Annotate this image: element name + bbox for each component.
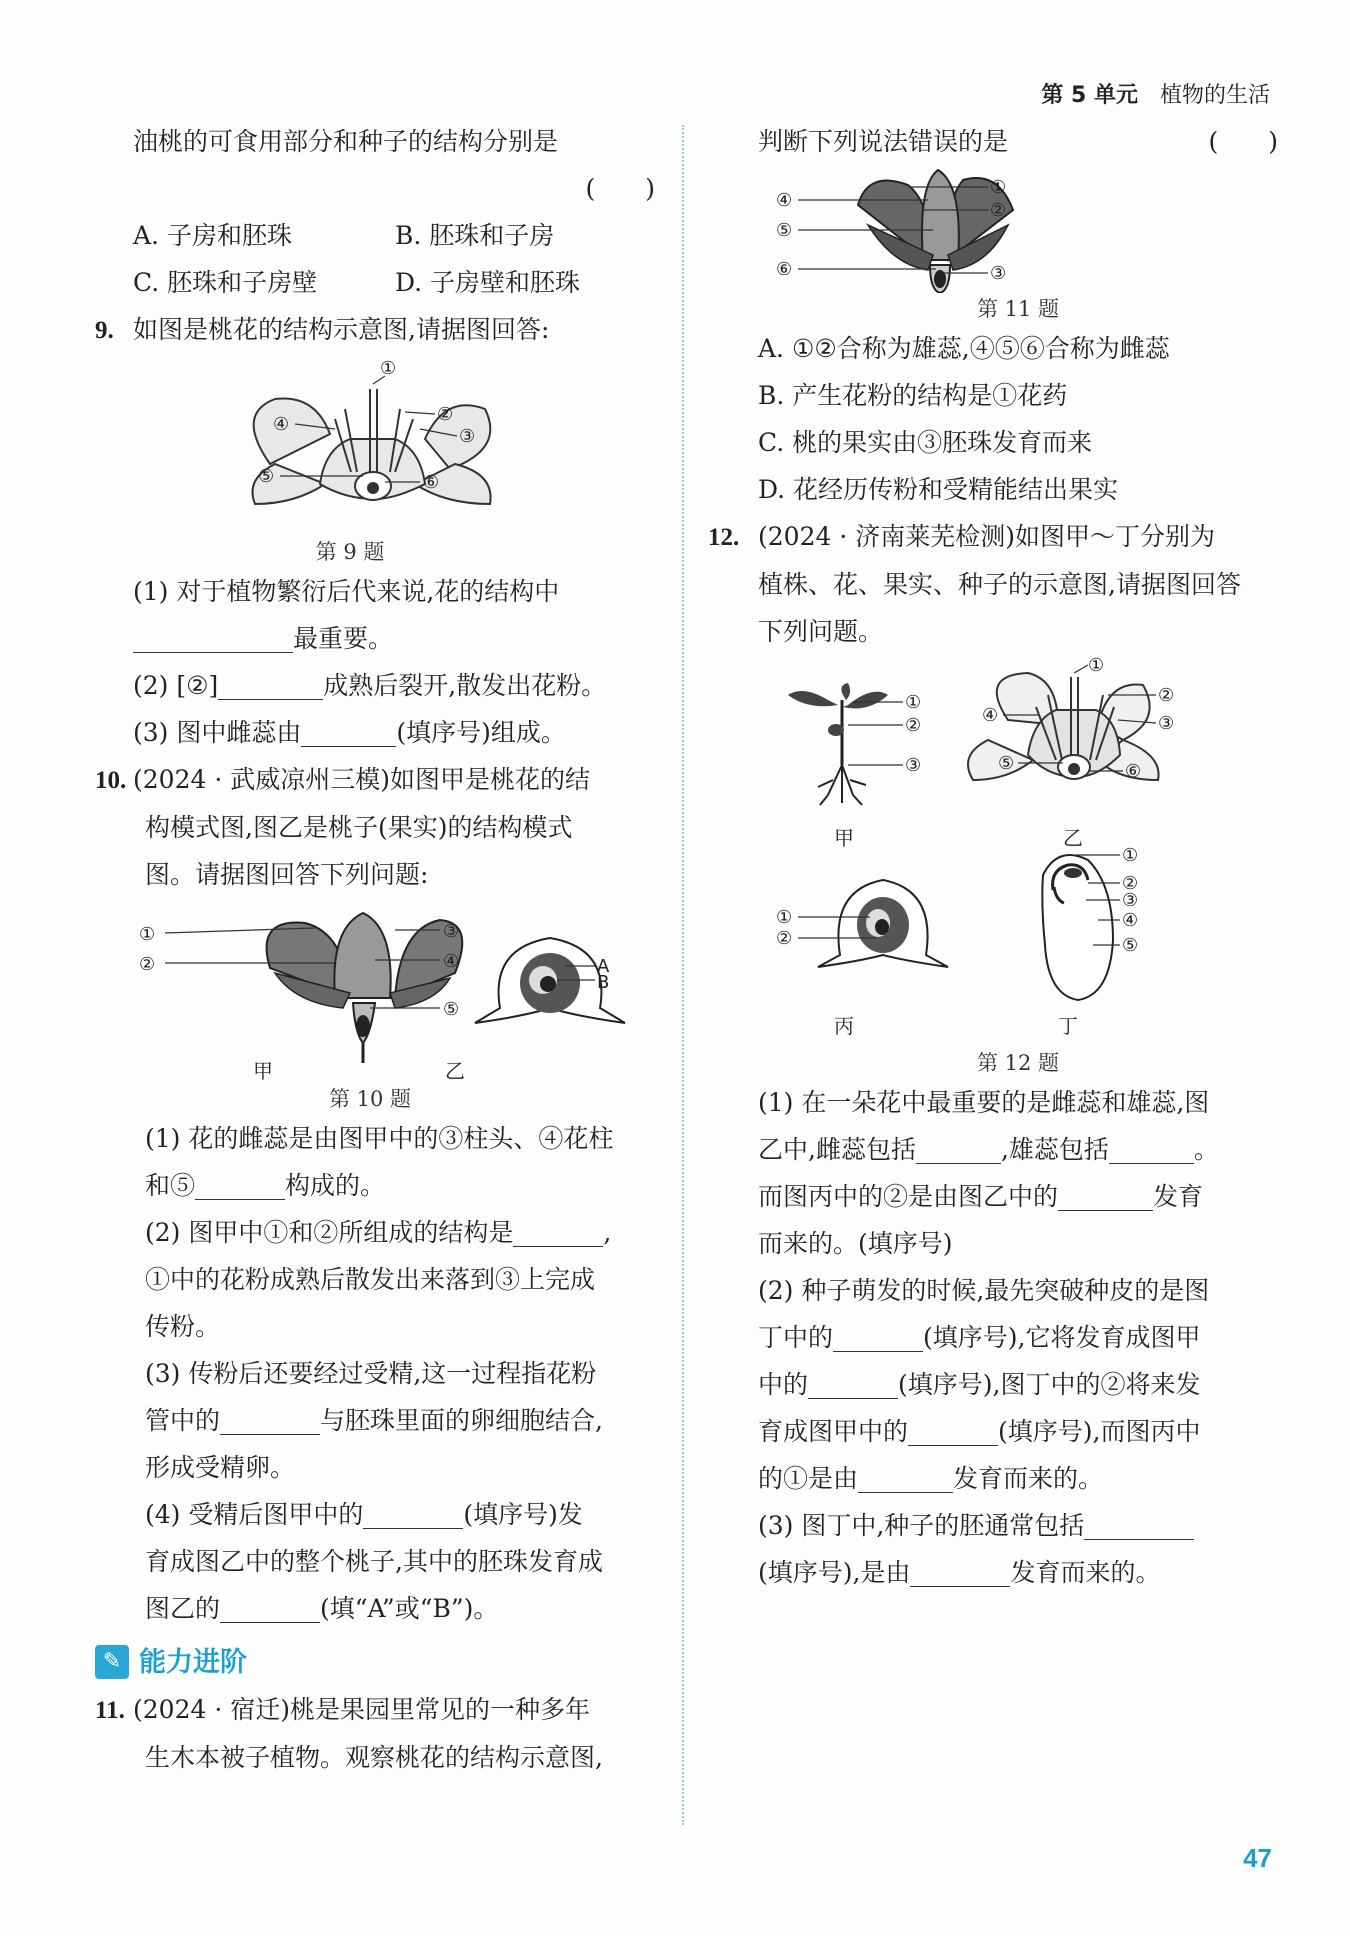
q12-yi-label-6: ⑥ [1125,761,1142,782]
q12-ding-label-4: ④ [1122,910,1139,931]
q12-jia-label-3: ③ [905,755,922,776]
q10-stem-3: 图。请据图回答下列问题: [145,860,429,889]
column-divider [682,125,684,1825]
q10-stem-2: 构模式图,图乙是桃子(果实)的结构模式 [145,813,573,842]
section-title: 能力进阶 [139,1646,247,1678]
q9-stem: 如图是桃花的结构示意图,请据图回答: [133,315,550,344]
q12-yi-label-3: ③ [1158,713,1175,734]
q12-yi-caption: 乙 [1063,826,1083,850]
q8-option-b: B. 胚珠和子房 [395,221,555,250]
q10-yi-label: 乙 [445,1059,465,1083]
q12-blank-7[interactable] [858,1462,953,1493]
q11-option-c: C. 桃的果实由③胚珠发育而来 [758,428,1093,457]
q9-sub1: (1) 对于植物繁衍后代来说,花的结构中 [133,577,560,606]
q10-stem-1: (2024 · 武威凉州三模)如图甲是桃花的结 [133,765,590,794]
peach-flower-diagram [95,354,655,536]
q10-blank-1[interactable] [195,1169,285,1200]
q12-blank-5[interactable] [808,1368,898,1399]
q12-jia-caption: 甲 [834,826,854,850]
q12-sub2: (2) 种子萌发的时候,最先突破种皮的是图 [758,1276,1210,1305]
q9-figure [95,354,655,536]
q12-blank-3[interactable] [1058,1180,1153,1211]
q12-blank-6[interactable] [908,1415,998,1446]
q12-bing-label-1: ① [776,907,793,928]
q12-ding-label-5: ⑤ [1122,935,1139,956]
q9-label-1: ① [380,358,397,379]
q10-caption: 第 10 题 [328,1087,412,1111]
q12-bing-caption: 丙 [834,1014,854,1038]
q9-label-3: ③ [459,426,476,447]
q12-peach-bing [798,880,948,967]
q11-figure [758,165,1278,293]
q10-label-5: ⑤ [443,999,460,1020]
q11-stem-3: 判断下列说法错误的是 [758,127,1009,156]
q12-blank-1[interactable] [916,1133,1001,1164]
q9-caption: 第 9 题 [315,540,385,564]
q12-ding-label-1: ① [1122,845,1139,866]
right-column: 判断下列说法错误的是 ( ) ① ② ③ ④ ⑤ ⑥ 第 11 题 A. ①②合称为雄蕊,④⑤⑥合称为雌蕊 B. 产生花粉的结构是①花药 C. 桃的果实由③胚珠发育而来 D. 花经历传粉和受精能结出果实 12. (2024 · 济南莱芜检测)如图甲～丁分别为 植株、花、果实、种子的示意图,请据图回答 下列问题。 ① ② ③ ① ② ③ ④ ⑤ ⑥ ① ② ① ② ③ ④ ⑤ 甲 乙 丙 丁 第 12 题 (1) 在一朵花中最重要的是雌蕊和雄蕊,图 乙中,雌蕊包括 ,雄蕊包括 。 而图丙中的②是由图乙中的 发育 而来的。(填序号) (2) 种子萌发的时候,最先突破种皮的是图 丁中的 (填序号),它将发育成图甲 中的 (填序号),图丁中的②将来发 育成图甲中的 (填序号),而图丙中 的①是由 发育而来的。 (3) 图丁中,种子的胚通常包括 (填序号),是由 发育而来的。 [758,118,1278,1596]
q12-seed-ding [1042,855,1120,1000]
q12-yi-label-5: ⑤ [998,753,1015,774]
q10-sub3: (3) 传粉后还要经过受精,这一过程指花粉 [145,1359,597,1388]
pencil-icon: ✎ [95,1645,129,1679]
q12-ding-caption: 丁 [1058,1014,1078,1038]
q10-sub2: (2) 图甲中①和②所组成的结构是 [145,1218,514,1247]
q10-blank-4[interactable] [363,1498,463,1529]
q12-stem-1: (2024 · 济南莱芜检测)如图甲～丁分别为 [758,522,1215,551]
q12-stem-2: 植株、花、果实、种子的示意图,请据图回答 [758,570,1241,599]
q10-blank-5[interactable] [220,1592,320,1623]
q9-blank-3[interactable] [301,716,396,747]
q12-blank-2[interactable] [1109,1133,1194,1164]
q12-yi-label-2: ② [1158,685,1175,706]
left-column: 油桃的可食用部分和种子的结构分别是 ( ) A. 子房和胚珠 B. 胚珠和子房 C. 胚珠和子房壁 D. 子房壁和胚珠 9. 如图是桃花的结构示意图,请据图回答: ① ② ③ ④ ⑤ ⑥ 第 9 题 (1) 对于植物繁衍后代来说,花的结构中 最重要。 (2) [②] 成熟后裂开,散发出花粉。 (3) 图中雌蕊由 (填序号)组成。 10. (2024 · 武威凉州三模)如图甲是桃花的结 构模式图,图乙是桃子(果实)的结构模式 图。请据图回答下列问题: ① ② ③ ④ ⑤ A B 甲 乙 第 10 题 (1) 花的雌蕊是由图甲中的③柱头、④花柱 和⑤ 构成的。 (2) 图甲中①和②所组成的结构是 , ①中的花粉成熟后散发出来落到③上完成 传粉。 (3) 传粉后还要经过受精,这一过程指花粉 管中的 与胚珠里面的卵细胞结合, 形成受精卵。 (4) 受精后图甲中的 (填序号)发 育成图乙中的整个桃子,其中的胚珠发育成 图乙的 (填“A”或“B”)。 ✎ 能力进阶 11. (2024 · 宿迁)桃是果园里常见的一种多年 生木本被子植物。观察桃花的结构示意图, [95,118,655,1781]
q10-jia-label: 甲 [253,1059,273,1083]
q12-blank-9[interactable] [910,1556,1010,1587]
q10-label-b: B [597,972,610,993]
q10-flower-jia [165,913,462,1063]
q12-ding-label-3: ③ [1122,890,1139,911]
q11-stem-2: 生木本被子植物。观察桃花的结构示意图, [145,1743,603,1772]
q12-stem-3: 下列问题。 [758,617,884,646]
q11-option-b: B. 产生花粉的结构是①花药 [758,381,1068,410]
q10-label-a: A [597,956,610,977]
q11-stem-1: (2024 · 宿迁)桃是果园里常见的一种多年 [133,1695,590,1724]
q10-label-1: ① [139,924,156,945]
page-header [1041,78,1270,109]
q11-number: 11. [95,1697,125,1724]
q12-blank-4[interactable] [833,1321,923,1352]
q10-sub1: (1) 花的雌蕊是由图甲中的③柱头、④花柱 [145,1124,614,1153]
q12-ding-label-2: ② [1122,873,1139,894]
q11-label-1: ① [990,177,1007,198]
q10-label-4: ④ [443,951,460,972]
q12-yi-label-4: ④ [982,705,999,726]
q9-label-4: ④ [273,414,290,435]
q11-label-5: ⑤ [776,220,793,241]
q9-label-2: ② [437,404,454,425]
q12-jia-label-2: ② [905,715,922,736]
unit-label: 第 5 单元 [1041,83,1138,108]
q8-stem: 油桃的可食用部分和种子的结构分别是 [133,127,559,156]
q8-paren: ( ) [585,174,655,203]
q10-number: 10. [95,767,127,794]
page-number: 47 [1243,1843,1272,1873]
q12-number: 12. [708,524,740,551]
q12-sub3: (3) 图丁中,种子的胚通常包括 [758,1511,1085,1540]
unit-title: 植物的生活 [1159,83,1270,108]
q12-jia-label-1: ① [905,692,922,713]
q12-blank-8[interactable] [1084,1509,1194,1540]
q12-caption: 第 12 题 [976,1051,1060,1075]
q11-caption: 第 11 题 [976,297,1060,321]
section-heading [95,1638,655,1686]
q12-yi-label-1: ① [1088,655,1105,676]
q11-option-a: A. ①②合称为雄蕊,④⑤⑥合称为雌蕊 [758,334,1170,363]
q11-label-6: ⑥ [776,259,793,280]
q9-blank-2[interactable] [218,669,323,700]
q12-bing-label-2: ② [776,928,793,949]
q11-label-4: ④ [776,190,793,211]
q8-option-a: A. 子房和胚珠 [133,221,292,250]
q11-label-3: ③ [990,263,1007,284]
q9-blank-1[interactable] [133,622,293,653]
q10-label-3: ③ [443,921,460,942]
q9-label-5: ⑤ [258,466,275,487]
q9-label-6: ⑥ [423,472,440,493]
q10-peach-yi [475,938,625,1023]
q12-sub1: (1) 在一朵花中最重要的是雌蕊和雄蕊,图 [758,1088,1210,1117]
q11-label-2: ② [990,200,1007,221]
q8-option-d: D. 子房壁和胚珠 [395,268,581,297]
q10-figure [95,898,655,1083]
q12-plant-jia [788,683,903,805]
q10-sub4: (4) 受精后图甲中的 [145,1500,364,1529]
q8-option-c: C. 胚珠和子房壁 [133,268,318,297]
q10-blank-2[interactable] [513,1216,603,1247]
q11-paren: ( ) [1208,127,1278,156]
q11-option-d: D. 花经历传粉和受精能结出果实 [758,475,1119,504]
q9-number: 9. [95,317,114,344]
q10-label-2: ② [139,954,156,975]
q12-figure [758,655,1278,1065]
q10-blank-3[interactable] [220,1404,320,1435]
